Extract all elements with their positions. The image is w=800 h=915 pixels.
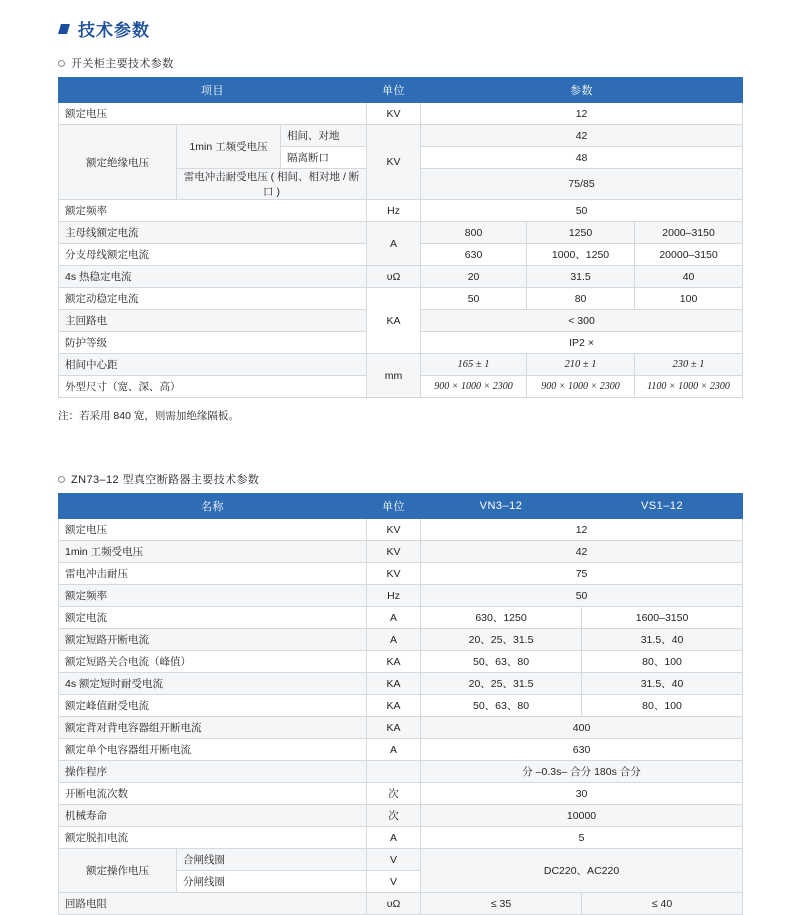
row-value: 48 [421, 147, 743, 169]
row-value: 20 [421, 266, 527, 288]
row-label: 额定单个电容器组开断电流 [59, 739, 367, 761]
row-unit: mm [367, 354, 421, 398]
row-label: 主回路电 [59, 310, 367, 332]
row-unit: KA [367, 673, 421, 695]
row-value: 5 [421, 827, 743, 849]
row-value: 50、63、80 [421, 651, 582, 673]
table-row [59, 717, 743, 739]
table-header-row [59, 494, 743, 519]
breaker-parameters-table [58, 493, 743, 915]
section1-subtitle-label: 开关柜主要技术参数 [71, 58, 174, 70]
row-unit: υΩ [367, 893, 421, 915]
row-unit: KA [367, 717, 421, 739]
row-unit: A [367, 739, 421, 761]
row-value: 210 ± 1 [527, 354, 635, 376]
row-label: 4s 额定短时耐受电流 [59, 673, 367, 695]
section1-note: 注：若采用 840 宽，则需加绝缘隔板。 [58, 410, 239, 422]
row-value: 2000–3150 [635, 222, 743, 244]
row-value: 630 [421, 244, 527, 266]
table-row [59, 651, 743, 673]
row-label: 额定电压 [59, 519, 367, 541]
row-label: 相间中心距 [59, 354, 367, 376]
row-label: 外型尺寸（宽、深、高） [59, 376, 367, 398]
row-unit: V [367, 871, 421, 893]
row-unit: KA [367, 288, 421, 354]
row-label: 额定动稳定电流 [59, 288, 367, 310]
row-value: 900 × 1000 × 2300 [421, 376, 527, 398]
row-value: 50、63、80 [421, 695, 582, 717]
table-row [59, 200, 743, 222]
row-value: 12 [421, 519, 743, 541]
row-label: 额定脱扣电流 [59, 827, 367, 849]
col-header-unit: 单位 [367, 494, 421, 519]
circle-bullet-icon [58, 60, 65, 67]
row-unit: V [367, 849, 421, 871]
row-value: 42 [421, 125, 743, 147]
row-label: 操作程序 [59, 761, 367, 783]
row-value: 1100 × 1000 × 2300 [635, 376, 743, 398]
page-header [0, 0, 800, 41]
table-row [59, 893, 743, 915]
row-label: 主母线额定电流 [59, 222, 367, 244]
section1-subtitle [0, 41, 800, 77]
row-label: 1min 工频受电压 [59, 541, 367, 563]
row-value: 50 [421, 288, 527, 310]
table-row [59, 695, 743, 717]
row-value: 42 [421, 541, 743, 563]
row-unit: υΩ [367, 266, 421, 288]
table-row [59, 849, 743, 871]
row-value: 630 [421, 739, 743, 761]
row-value: 20、25、31.5 [421, 629, 582, 651]
row-value: 50 [421, 200, 743, 222]
row-value: 100 [635, 288, 743, 310]
row-unit: Hz [367, 200, 421, 222]
row-value: 80 [527, 288, 635, 310]
row-label: 额定电压 [59, 103, 367, 125]
row-value: 分 –0.3s– 合分 180s 合分 [421, 761, 743, 783]
row-sublabel-1: 1min 工频受电压 [177, 125, 281, 169]
row-unit: A [367, 827, 421, 849]
table-row [59, 103, 743, 125]
row-value: 75 [421, 563, 743, 585]
row-value: 1250 [527, 222, 635, 244]
row-value: 230 ± 1 [635, 354, 743, 376]
row-unit: KA [367, 695, 421, 717]
row-sublabel: 合闸线圈 [177, 849, 367, 871]
table-row [59, 761, 743, 783]
row-label: 回路电阻 [59, 893, 367, 915]
row-value: 50 [421, 585, 743, 607]
col-header-unit: 单位 [367, 78, 421, 103]
table-row [59, 541, 743, 563]
row-value: 31.5、40 [582, 673, 743, 695]
row-sublabel-2: 隔离断口 [281, 147, 367, 169]
row-label: 分支母线额定电流 [59, 244, 367, 266]
row-unit: KV [367, 103, 421, 125]
row-label: 开断电流次数 [59, 783, 367, 805]
row-label: 额定电流 [59, 607, 367, 629]
row-unit: 次 [367, 783, 421, 805]
row-label: 防护等级 [59, 332, 367, 354]
row-value: 80、100 [582, 651, 743, 673]
circle-bullet-icon [58, 476, 65, 483]
row-unit: KA [367, 651, 421, 673]
table-row [59, 222, 743, 244]
table-row [59, 805, 743, 827]
row-label: 额定短路关合电流（峰值） [59, 651, 367, 673]
page-title: 技术参数 [78, 21, 150, 40]
row-unit: KV [367, 125, 421, 200]
row-value: 20、25、31.5 [421, 673, 582, 695]
table-row [59, 629, 743, 651]
row-unit: A [367, 607, 421, 629]
table-row [59, 827, 743, 849]
row-value: 20000–3150 [635, 244, 743, 266]
section-spacer [0, 423, 800, 457]
row-sublabel: 分闸线圈 [177, 871, 367, 893]
row-value: < 300 [421, 310, 743, 332]
row-value: 1000、1250 [527, 244, 635, 266]
row-label: 额定短路开断电流 [59, 629, 367, 651]
row-value: 630、1250 [421, 607, 582, 629]
table-row [59, 739, 743, 761]
blue-parallelogram-icon [58, 23, 70, 35]
row-label: 额定峰值耐受电流 [59, 695, 367, 717]
row-value: 40 [635, 266, 743, 288]
row-label: 4s 热稳定电流 [59, 266, 367, 288]
col-header-vs1: VS1–12 [582, 494, 743, 519]
row-value: 400 [421, 717, 743, 739]
table-row [59, 288, 743, 310]
table-row [59, 519, 743, 541]
row-label-group [59, 125, 177, 200]
table-row [59, 673, 743, 695]
table-header-row [59, 78, 743, 103]
row-value: 1600–3150 [582, 607, 743, 629]
row-value: 10000 [421, 805, 743, 827]
row-unit: 次 [367, 805, 421, 827]
row-value: ≤ 40 [582, 893, 743, 915]
row-unit: KV [367, 563, 421, 585]
row-value: 12 [421, 103, 743, 125]
row-value: DC220、AC220 [421, 849, 743, 893]
row-value: IP2 × [421, 332, 743, 354]
table-row [59, 266, 743, 288]
table-row [59, 563, 743, 585]
row-value: ≤ 35 [421, 893, 582, 915]
row-label: 额定背对背电容器组开断电流 [59, 717, 367, 739]
section2-subtitle-label: ZN73–12 型真空断路器主要技术参数 [71, 474, 260, 486]
row-value: 900 × 1000 × 2300 [527, 376, 635, 398]
col-header-param: 参数 [421, 78, 743, 103]
row-sublabel-full: 雷电冲击耐受电压 ( 相间、相对地 / 断口 ) [177, 169, 367, 200]
table-row [59, 585, 743, 607]
row-value: 80、100 [582, 695, 743, 717]
table-row [59, 783, 743, 805]
row-label: 机械寿命 [59, 805, 367, 827]
col-header-name: 名称 [59, 494, 367, 519]
row-value: 31.5、40 [582, 629, 743, 651]
row-unit: KV [367, 541, 421, 563]
table-row [59, 125, 743, 147]
col-header-item: 项目 [59, 78, 367, 103]
table-row [59, 607, 743, 629]
table-row [59, 354, 743, 376]
row-label-text: 额定绝缘电压 [86, 156, 149, 169]
row-label: 额定频率 [59, 200, 367, 222]
row-unit: A [367, 629, 421, 651]
row-label: 额定频率 [59, 585, 367, 607]
row-unit [367, 761, 421, 783]
col-header-vn3: VN3–12 [421, 494, 582, 519]
row-value: 30 [421, 783, 743, 805]
row-unit: A [367, 222, 421, 266]
row-sublabel-2: 相间、对地 [281, 125, 367, 147]
row-value: 800 [421, 222, 527, 244]
switchgear-parameters-table [58, 77, 743, 398]
row-value: 165 ± 1 [421, 354, 527, 376]
row-unit: Hz [367, 585, 421, 607]
row-label-group: 额定操作电压 [59, 849, 177, 893]
row-unit: KV [367, 519, 421, 541]
row-label: 雷电冲击耐压 [59, 563, 367, 585]
row-value: 31.5 [527, 266, 635, 288]
section2-subtitle [0, 457, 800, 493]
row-value: 75/85 [421, 169, 743, 200]
